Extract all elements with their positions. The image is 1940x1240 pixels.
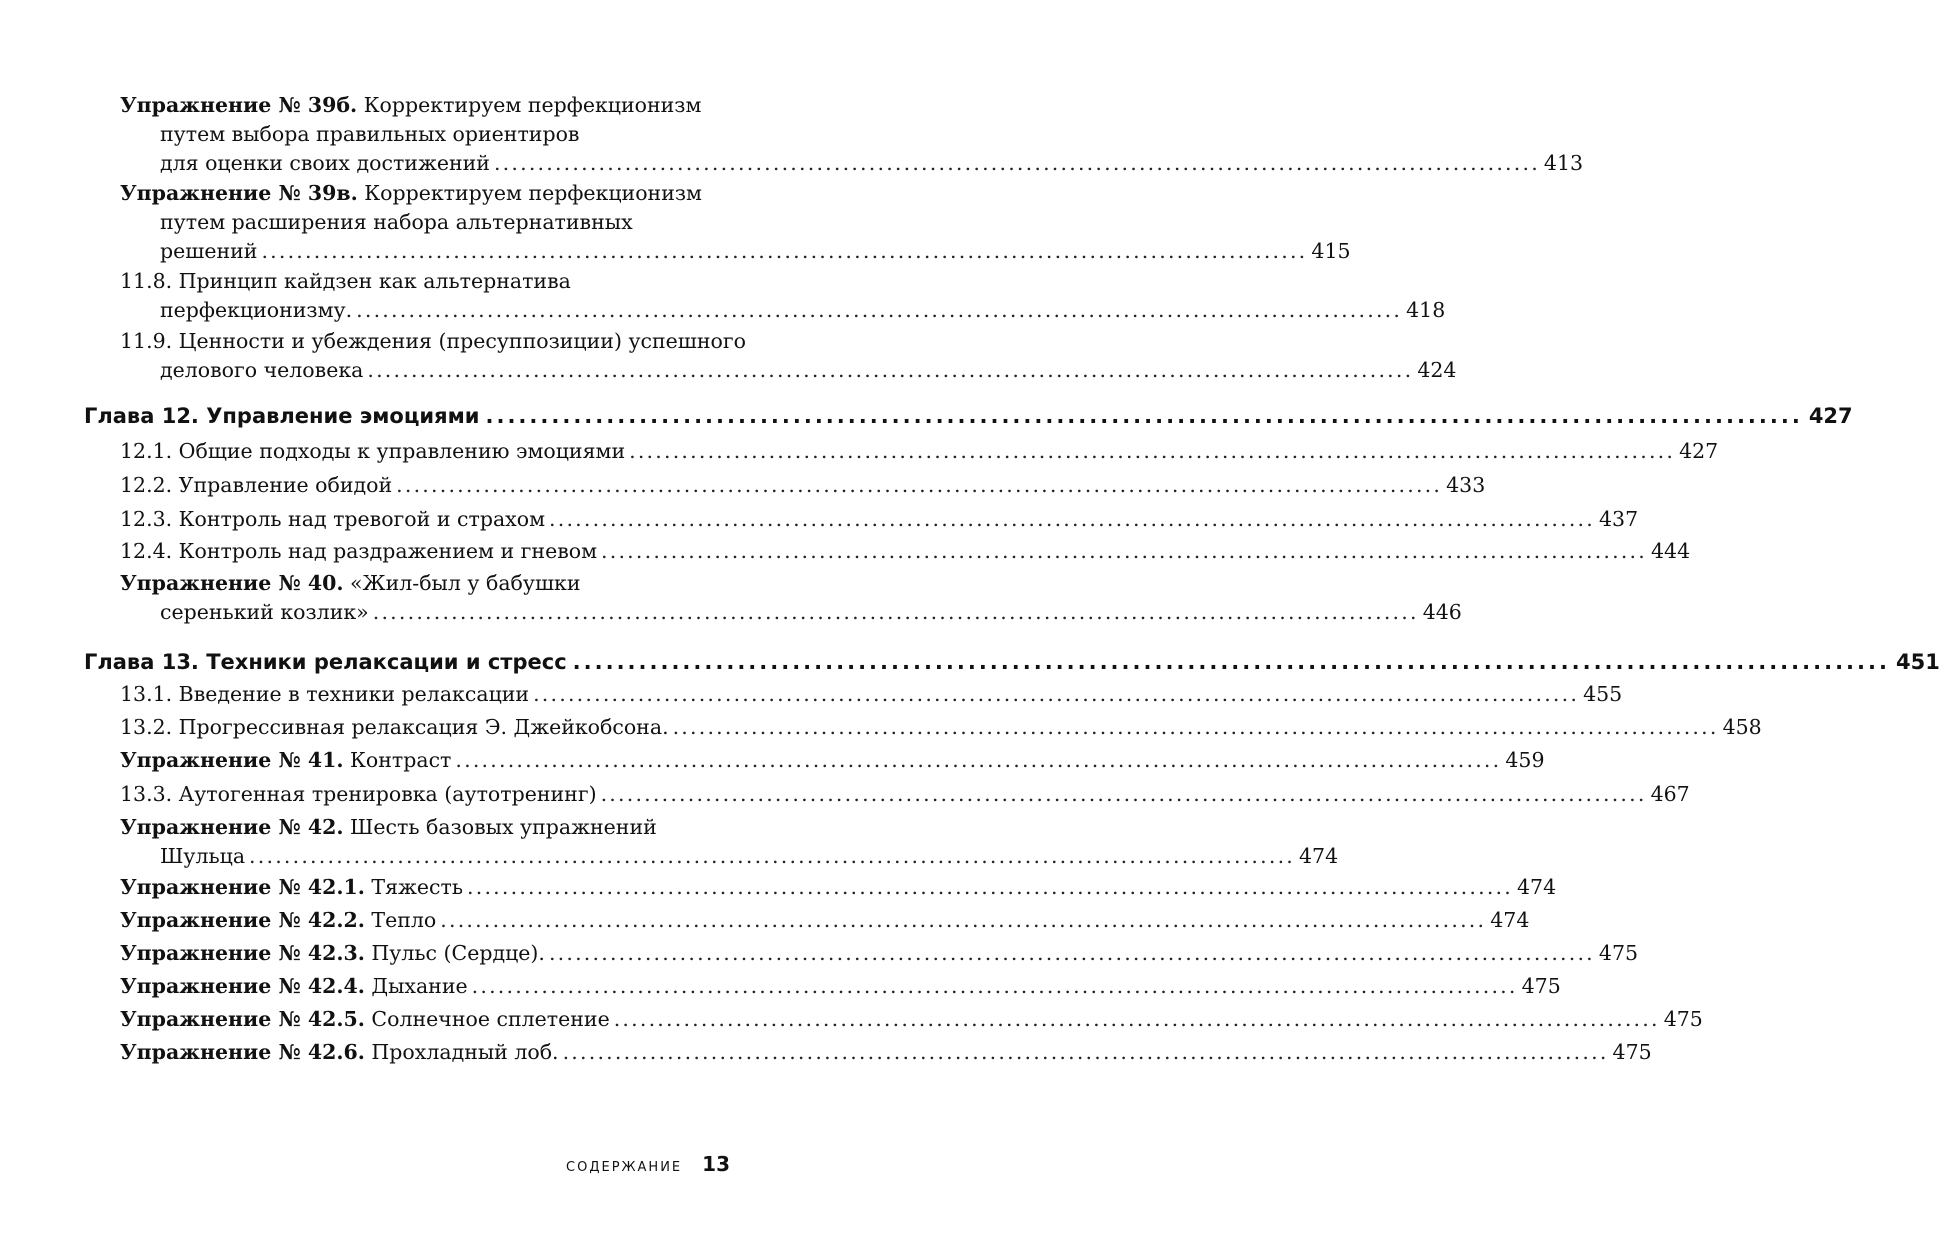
entry-title: 12.2. Управление обидой [120,473,393,497]
page-number: 444 [1651,539,1691,563]
chapter-heading [84,400,1853,432]
dot-leader: ........................................................................................................................ [485,404,1803,428]
entry-title: Корректируем перфекционизм [363,93,702,117]
dot-leader: ........................................................................................................................ [372,600,1419,624]
entry-title: 11.8. Принцип кайдзен как альтернатива [120,269,571,293]
exercise-label: Упражнение № 42.3. [120,941,365,965]
dot-leader: ........................................................................................................................ [562,1040,1609,1064]
exercise-label: Упражнение № 42.6. [120,1040,365,1064]
page-number: 427 [1808,404,1853,428]
dot-leader: ........................................................................................................................ [672,715,1719,739]
page-number: 427 [1679,439,1719,463]
dot-leader: ........................................................................................................................ [261,239,1308,263]
page-number: 455 [1583,682,1623,706]
entry-title: Солнечное сплетение [371,1007,610,1031]
entry-title: решений [160,239,258,263]
page-number: 451 [1895,650,1940,674]
exercise-label: Упражнение № 39в. [120,181,358,205]
entry-title: 12.1. Общие подходы к управлению эмоциями [120,439,626,463]
entry-title: Корректируем перфекционизм [364,181,702,205]
entry-title: Пульс (Сердце). [371,941,545,965]
exercise-label: Упражнение № 41. [120,748,344,772]
page-number: 467 [1650,782,1690,806]
entry-title: 13.1. Введение в техники релаксации [120,682,530,706]
entry-title: 12.3. Контроль над тревогой и страхом [120,507,546,531]
page-number: 458 [1722,715,1762,739]
dot-leader: ........................................................................................................................ [249,844,1296,868]
dot-leader: ........................................................................................................................ [600,782,1647,806]
entry-title: Шульца [160,844,246,868]
page-number: 474 [1490,908,1530,932]
entry-title: «Жил-был у бабушки [350,571,581,595]
dot-leader: ........................................................................................................................ [572,650,1890,674]
entry-title: путем расширения набора альтернативных [160,210,633,234]
page-number: 474 [1299,844,1339,868]
dot-leader: ........................................................................................................................ [471,974,1518,998]
dot-leader: ........................................................................................................................ [367,358,1414,382]
entry-title: серенький козлик» [160,600,369,624]
entry-title: Шесть базовых упражнений [350,815,657,839]
exercise-label: Упражнение № 42. [120,815,344,839]
chapter-title: Глава 12. Управление эмоциями [84,404,480,428]
entry-title: 13.3. Аутогенная тренировка (аутотренинг) [120,782,597,806]
entry-title: Дыхание [371,974,468,998]
dot-leader: ........................................................................................................................ [356,298,1403,322]
entry-title: перфекционизму. [160,298,353,322]
page-number: 446 [1422,600,1462,624]
page-number: 415 [1311,239,1351,263]
dot-leader: ........................................................................................................................ [493,151,1540,175]
dot-leader: ........................................................................................................................ [455,748,1502,772]
page-number: 475 [1521,974,1561,998]
entry-title: 12.4. Контроль над раздражением и гневом [120,539,598,563]
exercise-label: Упражнение № 42.2. [120,908,365,932]
page-number: 475 [1598,941,1639,965]
page-number: 437 [1598,507,1639,531]
dot-leader: ........................................................................................................................ [601,539,1647,563]
page-number: 424 [1417,358,1457,382]
entry-title: делового человека [160,358,364,382]
entry-title: Тепло [371,908,437,932]
dot-leader: ........................................................................................................................ [613,1007,1660,1031]
page-number: 474 [1516,875,1557,899]
dot-leader: ........................................................................................................................ [396,473,1443,497]
entry-title: Прохладный лоб. [371,1040,559,1064]
exercise-label: Упражнение № 39б. [120,93,358,117]
footer-page-number: 13 [702,1152,730,1176]
entry-title: 11.9. Ценности и убеждения (пресуппозиции) успешного [120,329,746,353]
page-number: 413 [1543,151,1584,175]
page-number: 433 [1446,473,1486,497]
entry-title: путем выбора правильных ориентиров [160,122,580,146]
entry-title: 13.2. Прогрессивная релаксация Э. Джейкобсона. [120,715,669,739]
page-number: 459 [1505,748,1545,772]
exercise-label: Упражнение № 42.4. [120,974,365,998]
dot-leader: ........................................................................................................................ [629,439,1676,463]
page-number: 475 [1663,1007,1703,1031]
page-footer [560,1152,730,1178]
entry-title: Тяжесть [371,875,464,899]
exercise-label: Упражнение № 40. [120,571,344,595]
page-number: 475 [1612,1040,1652,1064]
dot-leader: ........................................................................................................................ [533,682,1580,706]
chapter-heading [84,646,1940,678]
dot-leader: ........................................................................................................................ [467,875,1513,899]
dot-leader: ........................................................................................................................ [549,507,1595,531]
chapter-title: Глава 13. Техники релаксации и стресс [84,650,567,674]
dot-leader: ........................................................................................................................ [440,908,1487,932]
running-footer-label: СОДЕРЖАНИЕ [566,1160,683,1175]
page-number: 418 [1406,298,1446,322]
exercise-label: Упражнение № 42.1. [120,875,365,899]
dot-leader: ........................................................................................................................ [548,941,1595,965]
entry-title: для оценки своих достижений [160,151,490,175]
entry-title: Контраст [350,748,452,772]
exercise-label: Упражнение № 42.5. [120,1007,365,1031]
